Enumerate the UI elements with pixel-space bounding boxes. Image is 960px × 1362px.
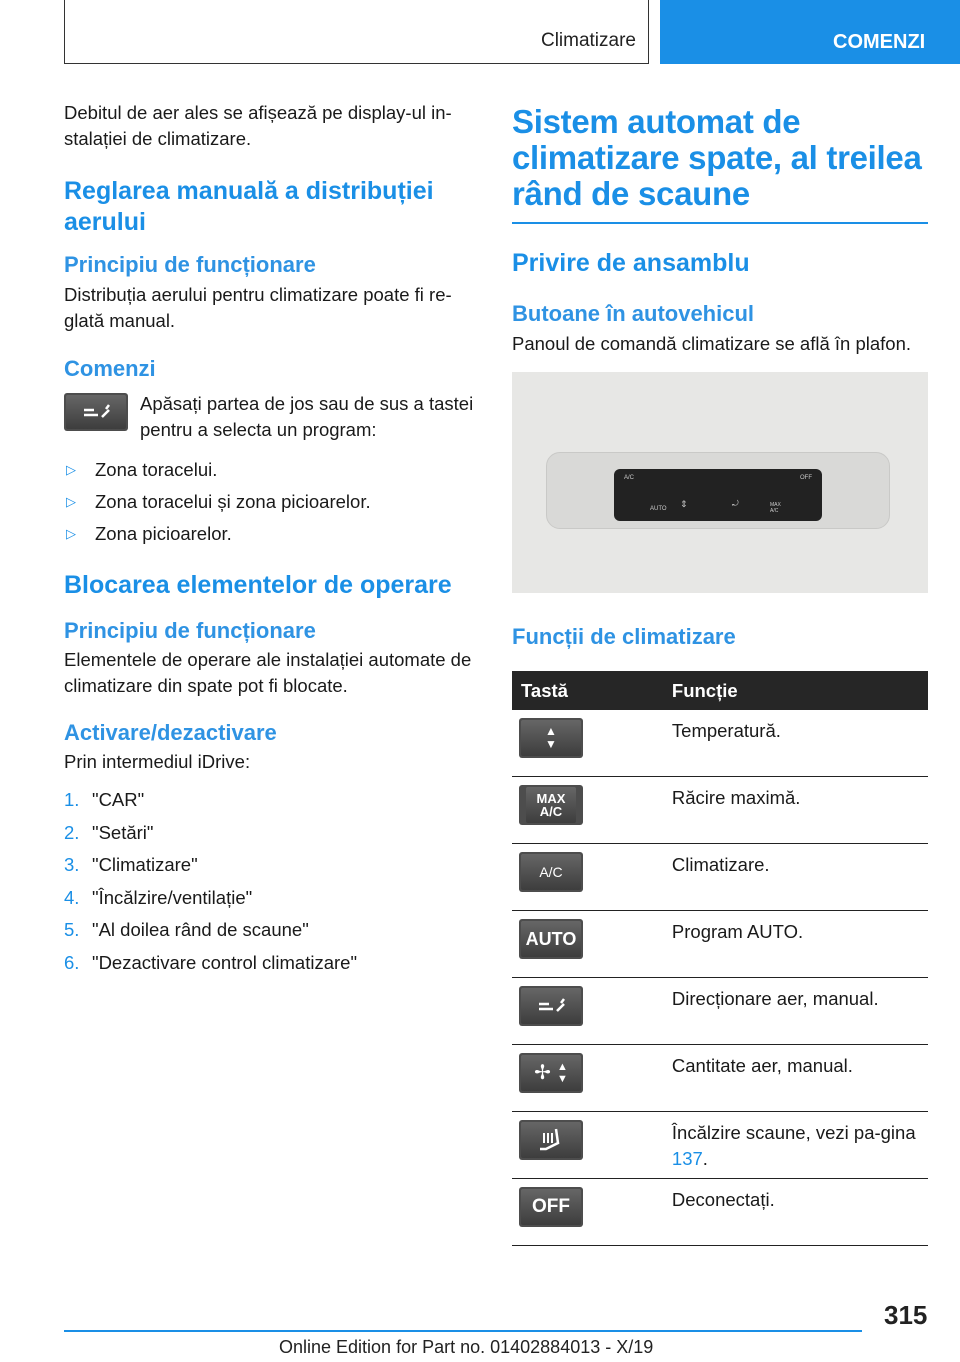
functions-table [512, 671, 928, 1246]
max-ac-icon: MAX A/C [526, 787, 576, 823]
table-row: Direcționare aer, manual. [512, 978, 928, 1045]
right-column [512, 104, 928, 1246]
table-row: ▲ ▼ Temperatură. [512, 710, 928, 777]
table-row: A/C Climatizare. [512, 844, 928, 911]
principle-2-text: Elementele de operare ale instalației automate de climatizare din spate pot fi blocate. [64, 649, 472, 696]
triangle-bullet-icon: ▷ [66, 462, 76, 477]
principle-1-text: Distribuția aerului pentru climatizare poate fi re-glată manual. [64, 284, 452, 331]
buttons-text: Panoul de comandă climatizare se află în plafon. [512, 333, 912, 354]
triangle-bullet-icon: ▷ [66, 494, 76, 509]
heading-lock-controls: Blocarea elementelor de operare [64, 571, 452, 599]
control-panel: A/C OFF AUTO MAX A/C ⇕ ⤾ [614, 469, 822, 521]
list-item: ▷ Zona picioarelor. [64, 521, 484, 547]
table-row: AUTO Program AUTO. [512, 911, 928, 978]
ceiling-panel-photo [512, 372, 928, 593]
section-title: Sistem automat de climatizare spate, al treilea rând de scaune [512, 103, 922, 212]
list-item: 4. "Încălzire/ventilație" [64, 886, 253, 908]
fan-speed-icon: ✢ ▲ ▼ [521, 1055, 581, 1091]
controls-text: Apăsați partea de jos sau de sus a tastei pentru a selecta un program: [140, 393, 474, 440]
heading-controls: Comenzi [64, 356, 156, 381]
controls-block [64, 391, 484, 443]
heading-principle-2: Principiu de funcționare [64, 618, 316, 643]
activate-text: Prin intermediul iDrive: [64, 751, 251, 772]
running-header [64, 0, 649, 64]
auto-icon: AUTO [521, 921, 581, 957]
heading-principle-1: Principiu de funcționare [64, 252, 316, 277]
table-header-row [512, 671, 928, 710]
list-item: 6. "Dezactivare control climatizare" [64, 951, 358, 973]
intro-paragraph: Debitul de aer ales se afișează pe display-ul in-stalației de climatizare. [64, 102, 452, 149]
off-icon: OFF [521, 1189, 581, 1225]
air-distribution-key [64, 393, 128, 431]
edition-note: Online Edition for Part no. 01402884013 - X/19 [279, 1337, 654, 1357]
seat-heating-icon [521, 1122, 581, 1158]
list-item: ▷ Zona toracelui și zona picioarelor. [64, 489, 484, 515]
air-distribution-icon [66, 395, 126, 429]
page-number: 315 [884, 1300, 928, 1330]
list-item: 5. "Al doilea rând de scaune" [64, 919, 309, 940]
table-row: MAX A/C Răcire maximă. [512, 777, 928, 844]
list-item: 2. "Setări" [64, 821, 154, 843]
triangle-bullet-icon: ▷ [66, 526, 76, 541]
table-row: OFF Deconectați. [512, 1179, 928, 1246]
title-rule [512, 222, 928, 224]
heading-buttons: Butoane în autovehicul [512, 301, 755, 326]
temperature-arrows-icon: ▲ ▼ [521, 720, 581, 756]
air-distribution-icon [521, 988, 581, 1024]
table-row: ✢ ▲ ▼ Cantitate aer, manual. [512, 1045, 928, 1112]
footer-rule [64, 1330, 862, 1332]
header-section-title: Climatizare [540, 30, 636, 51]
list-item: 3. "Climatizare" [64, 854, 198, 875]
program-list [64, 457, 484, 547]
heading-manual-distribution: Reglarea manuală a distribuției aerului [64, 177, 434, 236]
list-item: 1. "CAR" [64, 789, 145, 810]
list-item: ▷ Zona toracelui. [64, 457, 484, 483]
heading-activate: Activare/dezactivare [64, 720, 277, 745]
left-column [64, 100, 484, 976]
table-row: Încălzire scaune, vezi pa-gina 137. [512, 1112, 928, 1179]
header-chapter-tab: COMENZI [660, 0, 960, 64]
column-header-function: Funcție [669, 671, 928, 710]
heading-overview: Privire de ansamblu [512, 249, 750, 277]
idrive-steps [64, 787, 484, 976]
column-header-key: Tastă [512, 671, 669, 710]
heading-functions: Funcții de climatizare [512, 624, 736, 649]
ac-icon: A/C [521, 854, 581, 890]
page-reference-link[interactable]: 137 [671, 1148, 703, 1169]
